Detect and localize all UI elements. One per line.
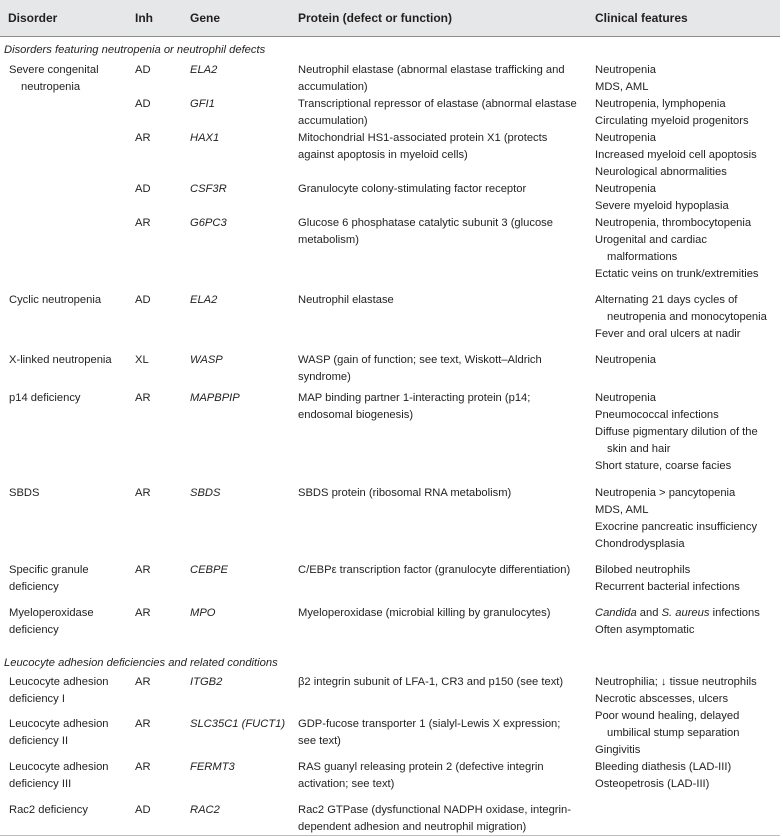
clinical-cell (595, 390, 783, 475)
clinical-line: Circulating myeloid progenitors (595, 115, 749, 127)
inheritance-cell: AD (135, 804, 151, 816)
clinical-line: Often asymptomatic (595, 624, 695, 636)
disorder-line: Myeloperoxidase (9, 607, 94, 619)
clinical-cell (595, 605, 783, 639)
disorder-line: Leucocyte adhesion (9, 718, 109, 730)
clinical-line: Gingivitis (595, 744, 641, 756)
clinical-line: Pneumococcal infections (595, 409, 719, 421)
clinical-line: Bleeding diathesis (LAD-III) (595, 761, 732, 773)
table-row-disorder (9, 716, 129, 750)
clinical-line: neutropenia and monocytopenia (607, 311, 767, 323)
section-heading-neutropenia: Disorders featuring neutropenia or neutrophil defects (4, 44, 266, 56)
clinical-cell (595, 181, 783, 215)
gene-cell: RAC2 (190, 804, 220, 816)
clinical-line: Bilobed neutrophils (595, 564, 691, 576)
clinical-cell (595, 562, 783, 596)
inheritance-cell: XL (135, 354, 149, 366)
clinical-cell (595, 674, 783, 708)
table-row-disorder (9, 562, 129, 596)
gene-cell: MPO (190, 607, 216, 619)
clinical-line: Poor wound healing, delayed (595, 710, 740, 722)
protein-cell (298, 130, 583, 164)
protein-cell (298, 352, 583, 386)
clinical-cell (595, 292, 783, 343)
protein-line: SBDS protein (ribosomal RNA metabolism) (298, 487, 512, 499)
disorder-line: Specific granule (9, 564, 89, 576)
protein-line: Neutrophil elastase (abnormal elastase trafficking and (298, 64, 565, 76)
clinical-cell (595, 759, 783, 793)
gene-cell: G6PC3 (190, 217, 227, 229)
protein-cell (298, 292, 583, 309)
protein-cell (298, 215, 583, 249)
inheritance-cell: AR (135, 607, 151, 619)
inheritance-cell: AR (135, 676, 151, 688)
disorder-line: deficiency I (9, 693, 65, 705)
protein-line: syndrome) (298, 371, 351, 383)
disorder-line: deficiency III (9, 778, 72, 790)
clinical-line: Neutropenia > pancytopenia (595, 487, 736, 499)
clinical-line: Short stature, coarse facies (595, 460, 732, 472)
header-inh: Inh (135, 11, 153, 25)
protein-line: β2 integrin subunit of LFA-1, CR3 and p150 (see text) (298, 676, 564, 688)
table-bottom-rule (0, 835, 780, 836)
disorder-line: Rac2 deficiency (9, 804, 88, 816)
clinical-line: Neutropenia, thrombocytopenia (595, 217, 752, 229)
inheritance-cell: AR (135, 761, 151, 773)
protein-line: MAP binding partner 1-interacting protein (p14; (298, 392, 531, 404)
table-row-disorder (9, 674, 129, 708)
table-row-disorder (9, 390, 129, 407)
table-row-disorder (9, 292, 129, 309)
organism-name: S. aureus (661, 607, 710, 619)
protein-line: Granulocyte colony-stimulating factor receptor (298, 183, 527, 195)
protein-cell (298, 62, 583, 96)
protein-cell (298, 605, 583, 622)
protein-cell (298, 716, 583, 750)
gene-cell: CSF3R (190, 183, 227, 195)
inheritance-cell: AD (135, 64, 151, 76)
clinical-line (595, 605, 783, 622)
protein-line: Myeloperoxidase (microbial killing by granulocytes) (298, 607, 551, 619)
protein-line: WASP (gain of function; see text, Wiskott–Aldrich (298, 354, 542, 366)
disorder-line: p14 deficiency (9, 392, 81, 404)
gene-cell: HAX1 (190, 132, 220, 144)
organism-name: Candida (595, 607, 637, 619)
clinical-line: MDS, AML (595, 81, 649, 93)
gene-cell: ITGB2 (190, 676, 223, 688)
gene-cell: MAPBPIP (190, 392, 240, 404)
gene-cell: ELA2 (190, 64, 218, 76)
protein-line: dependent adhesion and neutrophil migration) (298, 821, 527, 833)
clinical-cell (595, 96, 783, 130)
clinical-line: Neutropenia (595, 392, 656, 404)
clinical-cell (595, 352, 783, 369)
clinical-line: Severe myeloid hypoplasia (595, 200, 729, 212)
gene-cell: CEBPE (190, 564, 228, 576)
table-row-disorder (9, 759, 129, 793)
clinical-line: skin and hair (607, 443, 671, 455)
disorder-line: deficiency (9, 581, 59, 593)
disorder-line: Leucocyte adhesion (9, 761, 109, 773)
table-row-disorder (9, 62, 129, 96)
protein-line: Neutrophil elastase (298, 294, 394, 306)
clinical-line: Chondrodysplasia (595, 538, 685, 550)
inheritance-cell: AD (135, 183, 151, 195)
header-protein: Protein (defect or function) (298, 11, 452, 25)
protein-line: Rac2 GTPase (dysfunctional NADPH oxidase, integrin- (298, 804, 571, 816)
clinical-line: Neutropenia, lymphopenia (595, 98, 726, 110)
clinical-line: MDS, AML (595, 504, 649, 516)
protein-line: endosomal biogenesis) (298, 409, 414, 421)
clinical-cell (595, 62, 783, 96)
inheritance-cell: AR (135, 392, 151, 404)
protein-cell (298, 674, 583, 691)
section-heading-adhesion: Leucocyte adhesion deficiencies and related conditions (4, 657, 278, 669)
protein-line: Glucose 6 phosphatase catalytic subunit 3 (glucose (298, 217, 553, 229)
clinical-line: Exocrine pancreatic insufficiency (595, 521, 758, 533)
protein-cell (298, 181, 583, 198)
gene-cell: ELA2 (190, 294, 218, 306)
clinical-line: Necrotic abscesses, ulcers (595, 693, 729, 705)
disorder-line: SBDS (9, 487, 40, 499)
table-header (0, 0, 780, 37)
inheritance-cell: AR (135, 132, 151, 144)
inheritance-cell: AR (135, 564, 151, 576)
table-row-disorder (9, 605, 129, 639)
table-row-disorder (9, 485, 129, 502)
clinical-line: Diffuse pigmentary dilution of the (595, 426, 758, 438)
protein-line: see text) (298, 735, 341, 747)
clinical-cell (595, 485, 783, 553)
clinical-line: umbilical stump separation (607, 727, 740, 739)
clinical-line: Alternating 21 days cycles of (595, 294, 738, 306)
protein-line: accumulation) (298, 81, 368, 93)
clinical-line: Neutropenia (595, 183, 656, 195)
protein-cell (298, 759, 583, 793)
clinical-line: Fever and oral ulcers at nadir (595, 328, 741, 340)
inheritance-cell: AR (135, 487, 151, 499)
clinical-cell (595, 215, 783, 283)
disorder-line: Cyclic neutropenia (9, 294, 102, 306)
gene-cell: GFI1 (190, 98, 215, 110)
clinical-line: Osteopetrosis (LAD-III) (595, 778, 710, 790)
clinical-line: Urogenital and cardiac (595, 234, 707, 246)
clinical-text: and (636, 607, 662, 619)
protein-cell (298, 562, 583, 579)
protein-cell (298, 802, 583, 836)
protein-cell (298, 485, 583, 502)
clinical-line: Neutrophilia; ↓ tissue neutrophils (595, 676, 757, 688)
clinical-cell (595, 708, 783, 759)
inheritance-cell: AD (135, 98, 151, 110)
disorder-line: deficiency II (9, 735, 69, 747)
clinical-line: Recurrent bacterial infections (595, 581, 740, 593)
clinical-line: malformations (607, 251, 678, 263)
disorder-line: deficiency (9, 624, 59, 636)
inheritance-cell: AR (135, 718, 151, 730)
protein-line: GDP-fucose transporter 1 (sialyl-Lewis X expression; (298, 718, 561, 730)
protein-line: Mitochondrial HS1-associated protein X1 (protects (298, 132, 548, 144)
clinical-cell (595, 130, 783, 181)
clinical-line: Neutropenia (595, 354, 656, 366)
gene-cell: SBDS (190, 487, 221, 499)
header-clinical: Clinical features (595, 11, 688, 25)
clinical-text: infections (709, 607, 760, 619)
protein-line: metabolism) (298, 234, 359, 246)
protein-line: activation; see text) (298, 778, 395, 790)
clinical-line: Neutropenia (595, 132, 656, 144)
protein-line: against apoptosis in myeloid cells) (298, 149, 468, 161)
gene-cell: SLC35C1 (FUCT1) (190, 718, 286, 730)
disorder-line: Severe congenital (9, 64, 99, 76)
protein-line: RAS guanyl releasing protein 2 (defective integrin (298, 761, 544, 773)
clinical-line: Neutropenia (595, 64, 656, 76)
gene-cell: WASP (190, 354, 223, 366)
clinical-line: Neurological abnormalities (595, 166, 727, 178)
header-gene: Gene (190, 11, 221, 25)
disorder-line: neutropenia (21, 81, 81, 93)
clinical-line: Ectatic veins on trunk/extremities (595, 268, 759, 280)
protein-line: C/EBPε transcription factor (granulocyte differentiation) (298, 564, 571, 576)
protein-cell (298, 96, 583, 130)
inheritance-cell: AD (135, 294, 151, 306)
disorder-line: X-linked neutropenia (9, 354, 112, 366)
protein-cell (298, 390, 583, 424)
gene-cell: FERMT3 (190, 761, 235, 773)
protein-line: Transcriptional repressor of elastase (abnormal elastase (298, 98, 577, 110)
table-row-disorder (9, 352, 129, 369)
header-disorder: Disorder (8, 11, 58, 25)
protein-line: accumulation) (298, 115, 368, 127)
inheritance-cell: AR (135, 217, 151, 229)
clinical-line: Increased myeloid cell apoptosis (595, 149, 757, 161)
disorder-line: Leucocyte adhesion (9, 676, 109, 688)
table-row-disorder (9, 802, 129, 819)
